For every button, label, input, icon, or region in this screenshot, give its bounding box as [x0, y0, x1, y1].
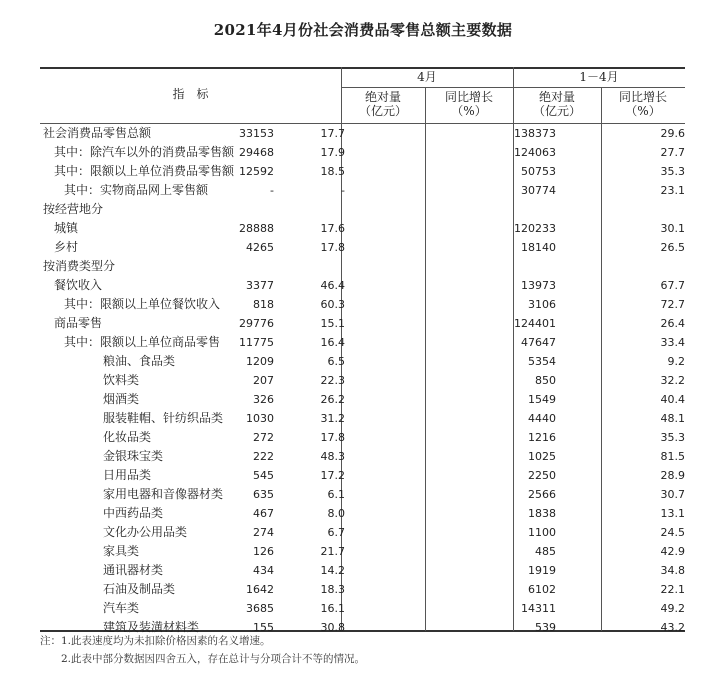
footnote-1: 注：1.此表速度均为未扣除价格因素的名义增速。 — [40, 635, 271, 647]
table-row — [40, 143, 685, 162]
april-growth-cell: 18.5 — [320, 165, 345, 178]
april-absolute-cell: 28888 — [239, 222, 274, 235]
header-growth-unit: （%） — [625, 104, 661, 118]
ytd-growth-cell: 26.5 — [660, 241, 685, 254]
header-growth-label: 同比增长 — [618, 90, 667, 104]
row-label: 化妆品类 — [103, 430, 152, 444]
april-absolute-cell: 12592 — [239, 165, 274, 178]
ytd-absolute-cell: 2250 — [528, 469, 556, 482]
table-row — [40, 352, 685, 371]
table-row — [40, 390, 685, 409]
april-growth-cell: 6.7 — [327, 526, 345, 539]
ytd-absolute-cell: 124063 — [514, 146, 556, 159]
row-label: 社会消费品零售总额 — [43, 126, 152, 140]
april-absolute-cell: 818 — [253, 298, 274, 311]
header-growth-label: 同比增长 — [444, 90, 493, 104]
ytd-absolute-cell: 50753 — [521, 165, 556, 178]
april-growth-cell: 26.2 — [320, 393, 345, 406]
table-row — [40, 219, 685, 238]
ytd-absolute-cell: 1838 — [528, 507, 556, 520]
april-growth-cell: 60.3 — [320, 298, 345, 311]
ytd-growth-cell: 81.5 — [660, 450, 685, 463]
april-absolute-cell: 3685 — [246, 602, 274, 615]
table-row — [40, 409, 685, 428]
table-row — [40, 466, 685, 485]
ytd-absolute-cell: 47647 — [521, 336, 556, 349]
row-label: 汽车类 — [103, 601, 140, 615]
row-label: 其中：实物商品网上零售额 — [64, 183, 209, 197]
april-growth-cell: 31.2 — [320, 412, 345, 425]
ytd-absolute-cell: 124401 — [514, 317, 556, 330]
row-label: 餐饮收入 — [54, 278, 103, 292]
header-growth-unit: （%） — [451, 104, 487, 118]
table-row — [40, 314, 685, 333]
header-growth-ytd — [601, 90, 685, 118]
april-growth-cell: 6.1 — [327, 488, 345, 501]
row-label: 烟酒类 — [103, 392, 140, 406]
april-absolute-cell: 3377 — [246, 279, 274, 292]
april-absolute-cell: 126 — [253, 545, 274, 558]
ytd-absolute-cell: 3106 — [528, 298, 556, 311]
row-label: 其中：限额以上单位消费品零售额 — [54, 164, 235, 178]
table-row — [40, 181, 685, 200]
table-row — [40, 238, 685, 257]
header-absolute-ytd — [513, 90, 601, 118]
april-absolute-cell: 635 — [253, 488, 274, 501]
table-row — [40, 599, 685, 618]
row-label: 城镇 — [54, 221, 79, 235]
april-absolute-cell: 11775 — [239, 336, 274, 349]
april-growth-cell: 16.4 — [320, 336, 345, 349]
april-absolute-cell: 207 — [253, 374, 274, 387]
ytd-growth-cell: 42.9 — [660, 545, 685, 558]
row-label: 其中：限额以上单位商品零售 — [64, 335, 221, 349]
row-label: 通讯器材类 — [103, 563, 164, 577]
ytd-growth-cell: 29.6 — [660, 127, 685, 140]
april-absolute-cell: 4265 — [246, 241, 274, 254]
april-growth-cell: 16.1 — [320, 602, 345, 615]
table-row — [40, 523, 685, 542]
row-label: 中西药品类 — [103, 506, 164, 520]
ytd-absolute-cell: 1216 — [528, 431, 556, 444]
table-row — [40, 561, 685, 580]
ytd-absolute-cell: 1100 — [528, 526, 556, 539]
april-absolute-cell: 326 — [253, 393, 274, 406]
ytd-growth-cell: 34.8 — [660, 564, 685, 577]
april-growth-cell: 21.7 — [320, 545, 345, 558]
row-label: 家具类 — [103, 544, 140, 558]
header-absolute-label: 绝对量 — [538, 90, 575, 104]
row-label: 日用品类 — [103, 468, 152, 482]
april-growth-cell: 17.2 — [320, 469, 345, 482]
ytd-absolute-cell: 18140 — [521, 241, 556, 254]
april-absolute-cell: 1642 — [246, 583, 274, 596]
ytd-absolute-cell: 2566 — [528, 488, 556, 501]
ytd-absolute-cell: 485 — [535, 545, 556, 558]
april-growth-cell: 17.8 — [320, 431, 345, 444]
ytd-absolute-cell: 6102 — [528, 583, 556, 596]
table-row — [40, 504, 685, 523]
april-absolute-cell: 222 — [253, 450, 274, 463]
april-absolute-cell: 434 — [253, 564, 274, 577]
ytd-growth-cell: 30.1 — [660, 222, 685, 235]
april-growth-cell: 15.1 — [320, 317, 345, 330]
row-label: 服装鞋帽、针纺织品类 — [103, 411, 224, 425]
april-absolute-cell: 545 — [253, 469, 274, 482]
ytd-growth-cell: 43.2 — [660, 621, 685, 634]
ytd-growth-cell: 32.2 — [660, 374, 685, 387]
april-growth-cell: 17.8 — [320, 241, 345, 254]
ytd-growth-cell: 67.7 — [660, 279, 685, 292]
table-row — [40, 447, 685, 466]
ytd-growth-cell: 13.1 — [660, 507, 685, 520]
header-april: 4月 — [417, 70, 437, 84]
row-label: 粮油、食品类 — [103, 354, 176, 368]
row-label: 按消费类型分 — [43, 259, 116, 273]
row-label: 金银珠宝类 — [103, 449, 164, 463]
ytd-growth-cell: 35.3 — [660, 165, 685, 178]
april-growth-cell: 6.5 — [327, 355, 345, 368]
table-row — [40, 485, 685, 504]
april-growth-cell: 18.3 — [320, 583, 345, 596]
ytd-absolute-cell: 30774 — [521, 184, 556, 197]
table-row — [40, 428, 685, 447]
table-row — [40, 162, 685, 181]
table-row — [40, 200, 685, 219]
row-label: 家用电器和音像器材类 — [103, 487, 224, 501]
ytd-absolute-cell: 539 — [535, 621, 556, 634]
ytd-absolute-cell: 4440 — [528, 412, 556, 425]
header-absolute-april — [341, 90, 425, 118]
ytd-growth-cell: 23.1 — [660, 184, 685, 197]
april-absolute-cell: 467 — [253, 507, 274, 520]
header-absolute-label: 绝对量 — [364, 90, 401, 104]
header-jan-apr: 1－4月 — [579, 70, 619, 84]
row-label: 石油及制品类 — [103, 582, 176, 596]
april-growth-cell: 30.8 — [320, 621, 345, 634]
table-row — [40, 542, 685, 561]
page-title: 2021年4月份社会消费品零售总额主要数据 — [213, 21, 513, 39]
table-top-rule — [40, 67, 685, 69]
april-growth-cell: 17.9 — [320, 146, 345, 159]
ytd-growth-cell: 72.7 — [660, 298, 685, 311]
ytd-absolute-cell: 138373 — [514, 127, 556, 140]
row-label: 按经营地分 — [43, 202, 104, 216]
ytd-growth-cell: 49.2 — [660, 602, 685, 615]
footnotes — [40, 632, 365, 668]
ytd-growth-cell: 24.5 — [660, 526, 685, 539]
ytd-growth-cell: 35.3 — [660, 431, 685, 444]
april-growth-cell: 48.3 — [320, 450, 345, 463]
april-growth-cell: 46.4 — [320, 279, 345, 292]
april-absolute-cell: 33153 — [239, 127, 274, 140]
april-absolute-cell: 29776 — [239, 317, 274, 330]
ytd-absolute-cell: 13973 — [521, 279, 556, 292]
row-label: 饮料类 — [103, 373, 140, 387]
header-absolute-unit: （亿元） — [532, 104, 581, 118]
table-row — [40, 295, 685, 314]
april-absolute-cell: 1209 — [246, 355, 274, 368]
header-growth-april — [425, 90, 513, 118]
row-label: 文化办公用品类 — [103, 525, 188, 539]
ytd-growth-cell: 22.1 — [660, 583, 685, 596]
april-growth-cell: 22.3 — [320, 374, 345, 387]
ytd-growth-cell: 30.7 — [660, 488, 685, 501]
row-label: 乡村 — [54, 240, 79, 254]
row-label: 其中：除汽车以外的消费品零售额 — [54, 145, 235, 159]
ytd-absolute-cell: 1025 — [528, 450, 556, 463]
april-absolute-cell: 155 — [253, 621, 274, 634]
april-growth-cell: 17.6 — [320, 222, 345, 235]
header-indicator: 指 标 — [172, 87, 209, 101]
ytd-absolute-cell: 1919 — [528, 564, 556, 577]
april-growth-cell: 17.7 — [320, 127, 345, 140]
ytd-growth-cell: 28.9 — [660, 469, 685, 482]
row-label: 商品零售 — [54, 316, 103, 330]
ytd-growth-cell: 26.4 — [660, 317, 685, 330]
table-row — [40, 124, 685, 143]
april-growth-cell: 14.2 — [320, 564, 345, 577]
ytd-absolute-cell: 14311 — [521, 602, 556, 615]
ytd-absolute-cell: 850 — [535, 374, 556, 387]
april-growth-cell: 8.0 — [327, 507, 345, 520]
ytd-absolute-cell: 1549 — [528, 393, 556, 406]
ytd-growth-cell: 27.7 — [660, 146, 685, 159]
april-absolute-cell: 272 — [253, 431, 274, 444]
table-row — [40, 257, 685, 276]
april-absolute-cell: - — [270, 184, 274, 197]
table-row — [40, 371, 685, 390]
table-row — [40, 333, 685, 352]
table-row — [40, 580, 685, 599]
ytd-growth-cell: 40.4 — [660, 393, 685, 406]
row-label: 建筑及装潢材料类 — [103, 620, 200, 634]
april-growth-cell: - — [341, 184, 345, 197]
ytd-growth-cell: 48.1 — [660, 412, 685, 425]
april-absolute-cell: 274 — [253, 526, 274, 539]
ytd-growth-cell: 9.2 — [667, 355, 685, 368]
april-absolute-cell: 1030 — [246, 412, 274, 425]
footnote-2: 2.此表中部分数据因四舍五入，存在总计与分项合计不等的情况。 — [40, 653, 366, 665]
row-label: 其中：限额以上单位餐饮收入 — [64, 297, 221, 311]
table-row — [40, 276, 685, 295]
april-absolute-cell: 29468 — [239, 146, 274, 159]
ytd-growth-cell: 33.4 — [660, 336, 685, 349]
ytd-absolute-cell: 120233 — [514, 222, 556, 235]
ytd-absolute-cell: 5354 — [528, 355, 556, 368]
header-absolute-unit: （亿元） — [358, 104, 407, 118]
